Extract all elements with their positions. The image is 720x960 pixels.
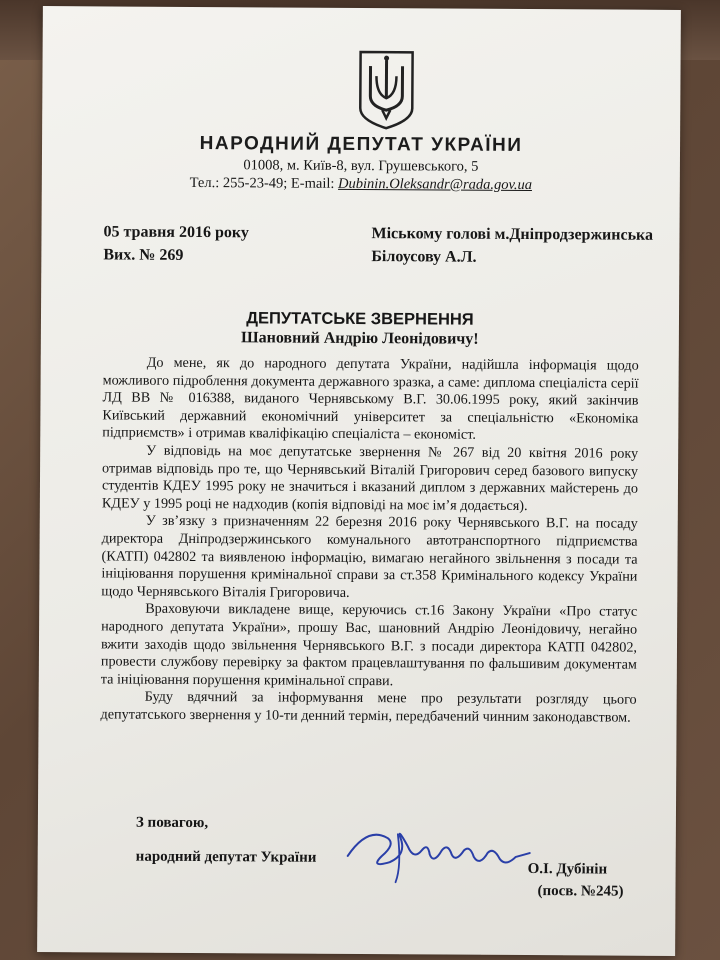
- letter-date: 05 травня 2016 року: [103, 223, 249, 242]
- body-paragraph: У зв’язку з призначенням 22 березня 2016 року Чернявського В.Г. на посаду директора Дніпродзержинського комунального автотранспортного підприємства (КАТП) 042802 та виявленою інформацію, вимагаю негайного звільнення з посади та ініціювання порушення кримінальної справи за ст.358 Кримінального кодексу України щодо Чернявського Віталія Григоровича.: [101, 513, 638, 601]
- body-paragraph: Враховуючи викладене вище, керуючись ст.16 Закону України «Про статус народного депутата України», прошу Вас, шановний Андрію Леонідовичу, негайно вжити заходів щодо звільнення Чернявського В.Г. з посади директора КАТП 042802, провести службову перевірку за фактом працевлаштування по фальшивим документам та ініціювання порушення кримінальної справи.: [100, 601, 638, 689]
- sender-title: НАРОДНИЙ ДЕПУТАТ УКРАЇНИ: [199, 133, 523, 156]
- letter-meta: [103, 220, 249, 267]
- salutation: Шановний Андрію Леонідовичу!: [241, 329, 479, 348]
- sender-contacts: [42, 174, 680, 195]
- document-title: ДЕПУТАТСЬКЕ ЗВЕРНЕННЯ: [246, 309, 474, 329]
- email-link[interactable]: Dubinin.Oleksandr@rada.gov.ua: [338, 175, 533, 194]
- outgoing-number: Вих. № 269: [103, 246, 184, 264]
- recipient-position: Міському голові м.Дніпродзержинська: [371, 225, 654, 244]
- closing-regards: З повагою,: [135, 814, 209, 832]
- body-paragraph: До мене, як до народного депутата України, надійшла інформація щодо можливого підроблення документа державного зразка, а саме: диплома спеціаліста серії ЛД ВВ № 016388, виданого Чернявському В.Г. 30.06.1995 року, який закінчив Київський державний економічний університет за спеціальністю «Економіка підприємств» і отримав кваліфікацію спеціаліста – економіст.: [102, 354, 639, 444]
- trident-emblem-icon: [356, 48, 416, 130]
- body-paragraph: У відповідь на моє депутатське звернення № 267 від 20 квітня 2016 року отримав відповідь про те, що Чернявський Віталій Григорович серед базового випуску студентів КДЕУ 1995 року не значиться і вказаний диплом з державних майстерень до КДЕУ у 1995 році не надходив (копія відповіді на моє ім’я додається).: [101, 442, 639, 514]
- recipient-name: Білоусову А.Л.: [371, 248, 477, 266]
- letter-sheet: [37, 6, 681, 956]
- signer-position: народний депутат України: [135, 848, 317, 866]
- body-paragraph: Буду вдячний за інформування мене про результати розгляду цього депутатського звернення у 10-ти денний термін, передбачений чинним законодавством.: [100, 688, 637, 726]
- recipient-block: [371, 222, 653, 270]
- signer-name: О.І. Дубінін: [527, 861, 608, 878]
- handwritten-signature: [338, 816, 538, 887]
- sender-address: 01008, м. Київ-8, вул. Грушевського, 5: [243, 157, 479, 175]
- letter-body: [101, 354, 639, 727]
- signer-id: (посв. №245): [537, 883, 624, 900]
- phone-label: Тел.: 255-23-49; E-mail:: [189, 174, 339, 192]
